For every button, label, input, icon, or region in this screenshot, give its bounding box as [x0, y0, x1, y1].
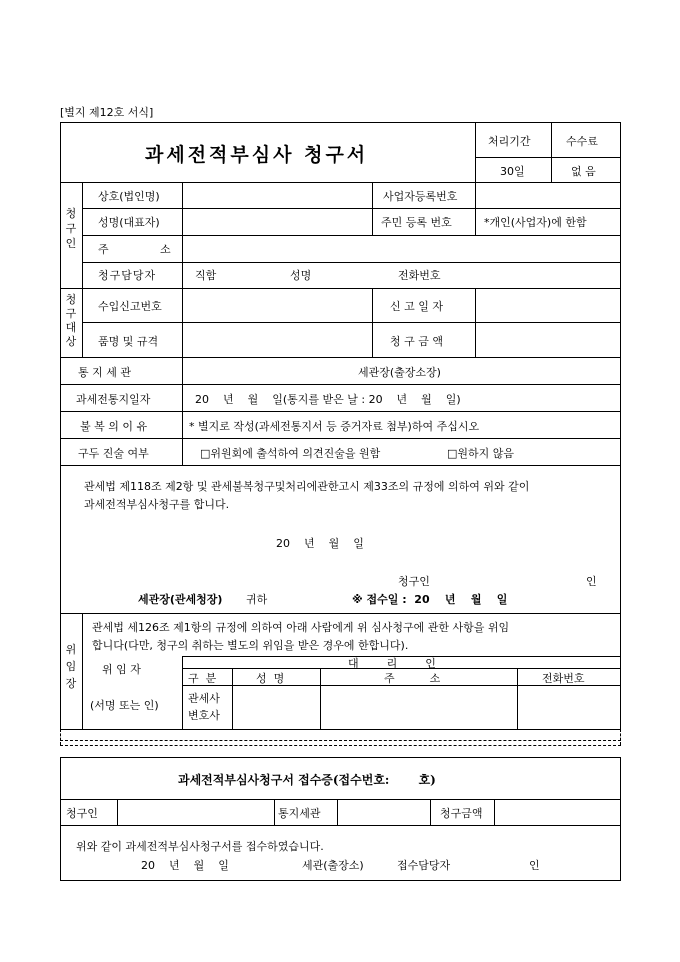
divider: [60, 880, 621, 881]
notice-office-label: 통 지 세 관: [78, 366, 131, 379]
delegation-section-label: 위임장: [65, 643, 77, 690]
reason-value: * 별지로 작성(과세전통지서 등 증거자료 첨부)하여 주십시오: [189, 420, 480, 433]
fee-label: 수수료: [566, 135, 598, 148]
divider: [82, 613, 83, 729]
contact-name-label: 성명: [290, 269, 312, 282]
delegator-label: 위 임 자: [102, 663, 141, 676]
notice-date-value: 20 년 월 일(통지를 받은 날 : 20 년 월 일): [195, 393, 461, 406]
decl-date-label: 신 고 일 자: [390, 300, 443, 313]
fee-value: 없 음: [571, 165, 596, 178]
receipt-office: 세관(출장소): [302, 859, 364, 872]
trade-name-label: 상호(법인명): [98, 190, 160, 203]
form-label: [별지 제12호 서식]: [60, 106, 154, 119]
item-spec-label: 품명 및 규격: [98, 335, 159, 348]
receipt-statement: 위와 같이 과세전적부심사청구서를 접수하였습니다.: [76, 840, 324, 853]
statement-line-1: 관세법 제118조 제2항 및 관세불복청구및처리에관한고시 제33조의 규정에 의하여 위와 같이: [84, 480, 530, 493]
divider: [82, 235, 620, 236]
table-border-top: [60, 122, 621, 123]
divider: [551, 122, 552, 182]
divider: [517, 668, 518, 729]
notice-office-value: 세관장(출장소장): [358, 366, 441, 379]
divider: [320, 668, 321, 729]
divider: [60, 613, 621, 614]
oral-label: 구두 진술 여부: [78, 447, 149, 460]
divider: [337, 799, 338, 825]
receipt-staff: 접수담당자: [397, 859, 451, 872]
divider: [182, 656, 183, 729]
delegation-line-1: 관세법 세126조 제1항의 규정에 의하여 아래 사람에게 위 심사청구에 관한 사항을 위임: [92, 621, 510, 634]
divider: [60, 357, 621, 358]
divider: [82, 182, 83, 357]
divider: [60, 825, 621, 826]
divider: [274, 799, 275, 825]
divider: [475, 122, 476, 182]
agent-type-customs-broker: 관세사: [188, 692, 220, 705]
divider: [60, 182, 621, 183]
table-border-bottom: [60, 729, 621, 730]
divider: [620, 757, 621, 880]
table-border-right: [620, 122, 621, 729]
divider: [475, 288, 476, 357]
oral-option-decline[interactable]: □원하지 않음: [447, 447, 515, 460]
addressee: 세관장(관세청장): [138, 593, 223, 606]
delegation-line-2: 합니다(다만, 청구의 취하는 별도의 위임을 받은 경우에 한합니다).: [92, 639, 409, 652]
agent-col-type: 구 분: [188, 672, 217, 685]
claim-amount-label: 청 구 금 액: [390, 335, 443, 348]
form-title: 과세전적부심사 청구서: [145, 144, 369, 166]
receipt-claimant-label: 청구인: [66, 807, 98, 820]
target-section-label: 청구대상: [65, 293, 77, 348]
import-decl-no-label: 수입신고번호: [98, 300, 162, 313]
sign-note: (서명 또는 인): [90, 699, 159, 712]
statement-claimant: 청구인: [398, 575, 430, 588]
resident-note: *개인(사업자)에 한함: [484, 216, 587, 229]
agent-col-phone: 전화번호: [542, 672, 585, 685]
divider: [82, 322, 620, 323]
receipt-date: 20 년 월 일: [141, 859, 229, 872]
divider: [60, 288, 621, 289]
addressee-suffix: 귀하: [246, 593, 268, 606]
cut-line-bottom: [60, 745, 621, 746]
processing-period-label: 처리기간: [488, 135, 531, 148]
divider: [82, 208, 620, 209]
divider: [82, 262, 620, 263]
reason-label: 불 복 의 이 유: [80, 420, 148, 433]
receipt-date-note: ※ 접수일 : 20 년 월 일: [352, 593, 508, 606]
agent-type-lawyer: 변호사: [188, 709, 220, 722]
divider: [60, 438, 621, 439]
divider: [117, 799, 118, 825]
cut-line-top: [60, 740, 621, 741]
divider: [60, 729, 61, 745]
divider: [60, 757, 621, 758]
oral-option-attend[interactable]: □위원회에 출석하여 의견진술을 원함: [200, 447, 381, 460]
table-border-left: [60, 122, 61, 729]
claimant-section-label: 청구인: [65, 207, 77, 250]
receipt-amount-label: 청구금액: [440, 807, 483, 820]
divider: [430, 799, 431, 825]
receipt-seal: 인: [529, 859, 540, 872]
divider: [620, 729, 621, 745]
divider: [475, 182, 476, 235]
statement-line-2: 과세전적부심사청구를 합니다.: [84, 498, 230, 511]
statement-date: 20 년 월 일: [276, 537, 364, 550]
divider: [60, 757, 61, 880]
divider: [232, 668, 233, 729]
business-reg-no-label: 사업자등록번호: [383, 190, 458, 203]
receipt-office-label: 통지세관: [278, 807, 321, 820]
divider: [182, 182, 183, 465]
phone-label: 전화번호: [398, 269, 441, 282]
position-label: 직함: [195, 269, 217, 282]
receipt-title: 과세전적부심사청구서 접수증(접수번호: 호): [178, 773, 436, 787]
divider: [372, 182, 373, 235]
address-label-a: 주: [98, 243, 109, 256]
agent-col-address: 주 소: [384, 672, 441, 685]
divider: [494, 799, 495, 825]
agent-col-name: 성 명: [256, 672, 285, 685]
divider: [60, 411, 621, 412]
address-label-b: 소: [160, 243, 171, 256]
divider: [60, 799, 621, 800]
divider: [475, 157, 620, 158]
statement-seal: 인: [586, 575, 597, 588]
name-label: 성명(대표자): [98, 216, 160, 229]
notice-date-label: 과세전통지일자: [76, 393, 151, 406]
agent-header: 대 리 인: [348, 657, 436, 670]
processing-period-value: 30일: [500, 165, 525, 178]
divider: [372, 288, 373, 357]
divider: [60, 384, 621, 385]
divider: [60, 465, 621, 466]
resident-no-label: 주민 등록 번호: [381, 216, 452, 229]
contact-person-label: 청구담당자: [98, 269, 157, 282]
